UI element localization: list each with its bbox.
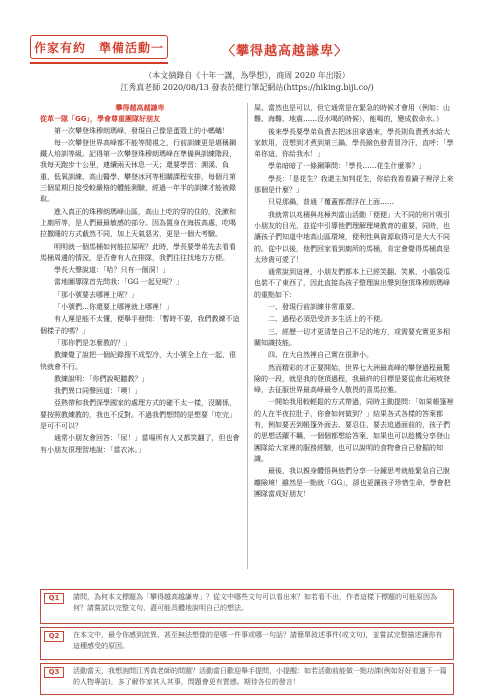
paragraph: 進入真正的珠穆朗瑪峰山區，高山上吃的穿的住的，洗漱和上廁所等，是人們最最敏感的部分。因為置身在海拔高處，吃喝拉撒睡的方式截然不同，加上天氣惡劣，更是一個大考驗。 (40, 207, 236, 239)
paragraph: 「那小號要去哪裡上呢？」 (54, 290, 138, 299)
column-divider (247, 103, 248, 569)
question-text: 請問，為何本文標題為「攀得越高越謙卑」？從文中哪些文句可以看出來？如若看不出，作者這樣下標題的可能原因為何？請嘗試以完整文句、盡可能具體地說明自己的想法。 (73, 593, 437, 612)
question-text: 在本文中，最令你感到詫異、甚至無法想像的是哪一件事或哪一句話？請簡單敘述事件(或文句)，並嘗試完整描述讓你有這種感受的原因。 (73, 631, 443, 650)
right-column (254, 103, 454, 573)
section-heading: 攀得越高越謙卑 (115, 104, 165, 112)
paragraph: 教練說明：「你們說呢聽教？」 (54, 374, 149, 383)
list-item: 一、發現行前訓練非常重要。 (268, 303, 359, 312)
sub-heading: 從革一隊「GG」，學會尊重團隊好朋友 (40, 115, 160, 124)
paragraph: 我就常以兆積與兆極判當山活動「便便」大不同的形片吸引小朋友的目光，並從中引導他們理解理境教育的重要，同時，也讓孩子們知道中地高山區環境，便利性與資源取得可是大大不同的。從中以後，他們回家看到廁所的馬桶，肯定會覺得馬桶真是太珍貴可愛了！ (254, 210, 450, 264)
list-item: 二、過程必須恐受許多生活上的不便。 (268, 315, 387, 324)
source-citation: （本文摘錄自《十年一講，為學想》，商周 2020 年出版） (144, 71, 350, 80)
paragraph: 我們異口同聲回道：「噢！」 (54, 387, 142, 396)
paragraph: 一開始我用較輕鬆的方式帶過，同時主動提問：「如果帳篷裡的人在半夜拉肚子，你會如何做到？」結果各式各樣的答案都有，例如要丟到帳篷外面去、要忍住、要去追過面前的，孩子們的思想活躍不羈，一個個都想給答案，如果也可以趁機分享登山團隊給大家裡的服務經驗，也可以說明的食物會自己發掘的知識。 (254, 398, 454, 463)
paragraph: 只見那鍋，普通「覆蓋都漂浮在上面…… (268, 198, 394, 207)
paragraph: 明明就一個馬桶如何能拉屎呢？此時，學長要學弟先去看看馬桶周邊的情況，是否會有人在排隊，我們往往找地方方便。 (40, 242, 236, 262)
author-post-info: 江秀真老師 2020/08/13 發表於健行筆記網站(https://hiking.biji.co/) (120, 83, 374, 92)
question-label: Q1 (44, 593, 64, 604)
left-column (40, 103, 240, 573)
question-text: 活動當天，我想詢問江秀真老師的問題？活動當日歡迎舉手提問，小提醒：如若活動前能做一點功課(例如好好看過下一篇的人物專訪)，多了解作家其人其事，問題會更有質感。期待各位的發言！ (73, 667, 447, 686)
question-box-3 (40, 663, 454, 695)
banner-underline (30, 62, 168, 64)
paragraph: 通常說到這裡，小朋友們都本上已經笑翻、笑累，小腦袋瓜也裝不了東西了，因此直接為孩子整理說出聲到登頂珠穆朗瑪峰的重點如下： (254, 268, 450, 299)
paragraph: 第一次攀登珠穆朗瑪峰，發現自己像是蛋殼上的小螞蟻！ (54, 126, 229, 135)
list-item: 四、在大自然裡自己實在很渺小。 (268, 351, 373, 360)
paragraph: 當地圖導隊首先問我：「GG 一起兒呢？」 (54, 278, 183, 287)
paragraph: 學弟暗暗了一條鋼筆問：「學長……花生什麼事？」 (268, 162, 426, 171)
paragraph: 學長：「是花生？我還主加判花生，你給我看看鍋子裡浮上來那個是什麼？」 (254, 174, 454, 195)
paragraph: 亞熱帶和我們深學國家的處理方式的確不太一樣，沒關係，要按照教練教的，我也不反對。不過我們想問的是想要「吃完」是可不可以？ (40, 399, 236, 431)
paragraph: 通常小朋友會回答：「尿！」當場所有人又都笑翻了，但也會有小朋友很理智地說：「當衣冰。」 (40, 434, 240, 454)
list-item: 三、經歷一切才更清楚自己不足的地方，或需要充實更多相關知識技能。 (254, 327, 450, 347)
paragraph: 最後，我以親身體悟與他們分享一分鐘思考就能緊急自己脫離險境！雖然是一點就「GG」，卻也更讓孩子珍惜生命，學會把團隊當成好朋友！ (254, 467, 451, 498)
question-box-1 (40, 589, 454, 624)
question-box-2 (40, 627, 454, 660)
paragraph: 後來學長要學弟負責去把冰田拿過來，學長則負責煮水給大家飲用，沒想到才煮到第三鍋，學長臉色發青冒冷汗，直呼：「學弟你這，你給我水！」 (254, 127, 454, 159)
paragraph: 每一次攀登世界高峰都不能等閒視之，行前訓練更是堪稱鋼鐵人培訓等級。記得第一次攀登珠穆朗瑪峰在準備與訓練階段，我每天跑步十公里，連續兩天休息一天；還要學習：溯溪、負重、低氧訓練、高山醫學、攀登冰河等相關課程安排，每個月第三個星期日接受較嚴格的體能測驗，經過一年半的訓練才能被錄取。 (40, 138, 236, 204)
paragraph: 學長大聲說道：「哈？只有一個洞！」 (54, 266, 170, 275)
paragraph: 「小號們…你還要上哪裡就上哪裡！」 (54, 303, 173, 312)
question-label: Q2 (44, 631, 64, 642)
paragraph: 有人遲是能不太懂，便舉手發問：「暫時不要，我們教練不這個樣子的嗎？」 (40, 315, 240, 335)
document-title: 〈攀得越高越謙卑〉 (221, 44, 348, 59)
paragraph: 教練覺了說把一個紀錄搜不成型冷，大小號全上在一起，很快就會不行。 (40, 351, 236, 371)
section-banner: 作家有約 準備活動一 (30, 35, 168, 59)
paragraph: 然而精彩的才正要開始，世界七大洲最高峰的攀登過程最驚險的一段，就是我的登頂過程，我最終的目標是要從南北兩坡登峰，去征服世界最高峰最令人敬畏的喜馬拉雅。 (254, 363, 450, 395)
paragraph: 「那你們是怎麼教的？」 (54, 338, 131, 347)
paragraph: 屎、當然也是可以，但它通常是在緊急的時候才會用（例如：山難、海難、地震……沒水喝的時候），能喝的，變成救命水。） (254, 104, 450, 124)
question-label: Q3 (44, 667, 64, 678)
